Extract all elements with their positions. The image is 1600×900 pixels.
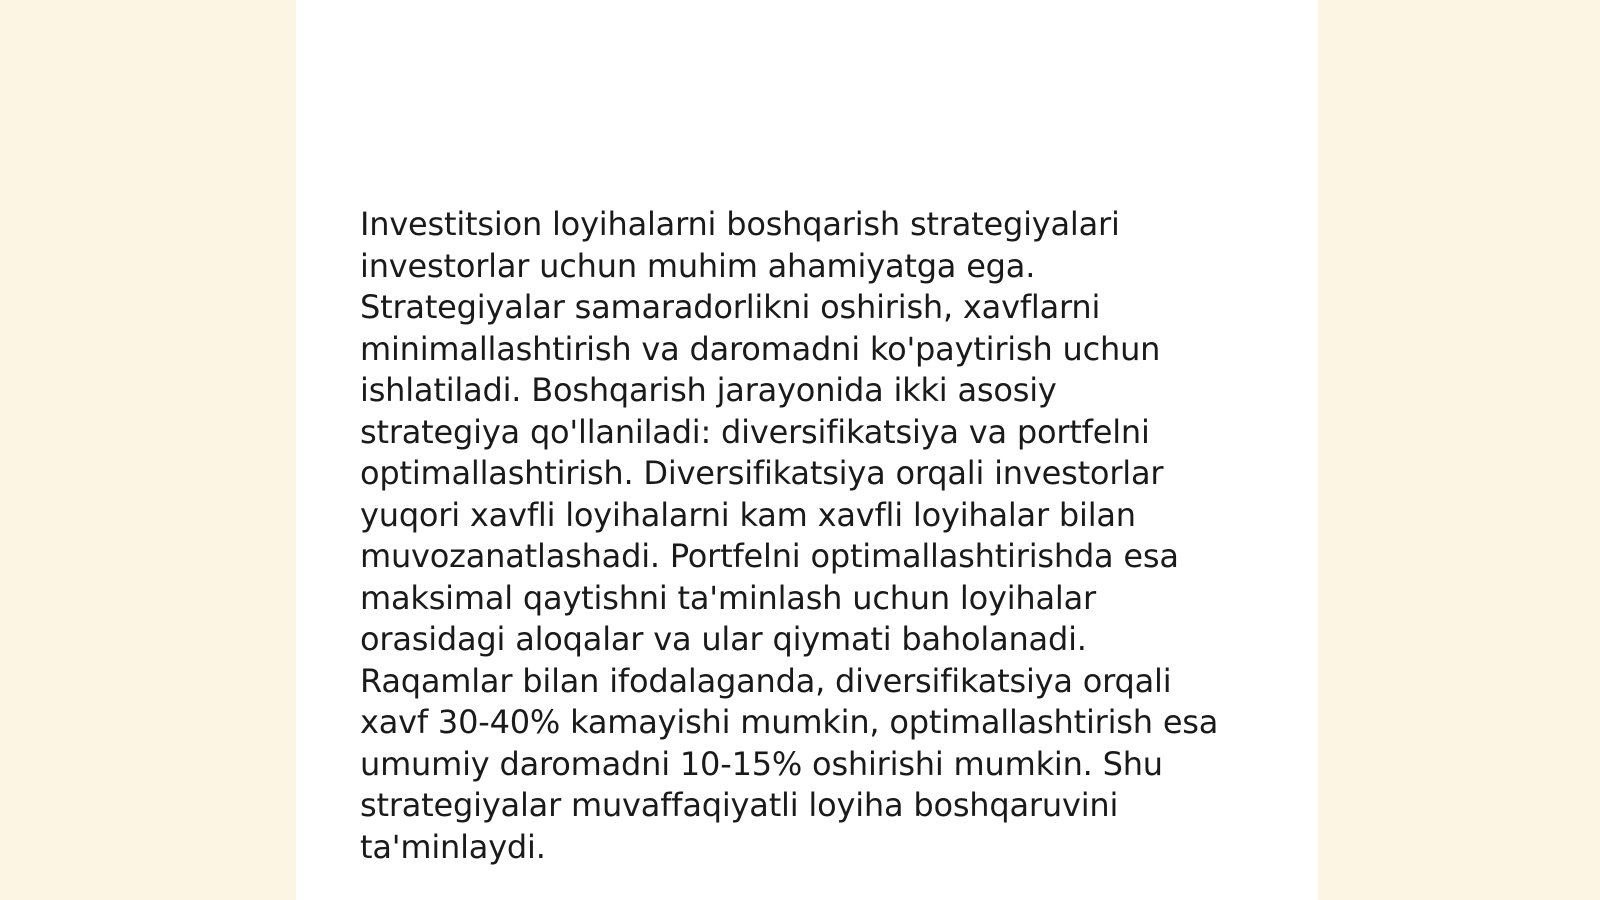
paragraph-line: Raqamlar bilan ifodalaganda, diversifikatsiya orqali <box>360 661 1172 700</box>
paragraph-line: xavf 30-40% kamayishi mumkin, optimallashtirish esa <box>360 703 1219 741</box>
paragraph-line: yuqori xavfli loyihalarni kam xavfli loyihalar bilan <box>360 495 1136 534</box>
body-paragraph <box>360 204 1240 868</box>
paragraph-line: investorlar uchun muhim ahamiyatga ega. <box>360 246 1036 285</box>
paragraph-line: Strategiyalar samaradorlikni oshirish, xavflarni <box>360 288 1101 326</box>
paragraph-line: muvozanatlashadi. Portfelni optimallashtirishda esa <box>360 537 1179 575</box>
paragraph-line: minimallashtirish va daromadni ko'paytirish uchun <box>360 329 1161 368</box>
document-page <box>296 0 1318 900</box>
paragraph-line: orasidagi aloqalar va ular qiymati baholanadi. <box>360 620 1087 658</box>
paragraph-line: ta'minlaydi. <box>360 827 546 866</box>
paragraph-line: strategiya qo'llaniladi: diversifikatsiya va portfelni <box>360 412 1150 451</box>
paragraph-line: umumiy daromadni 10-15% oshirishi mumkin. Shu <box>360 744 1163 783</box>
paragraph-line: ishlatiladi. Boshqarish jarayonida ikki asosiy <box>360 371 1057 409</box>
paragraph-line: Investitsion loyihalarni boshqarish strategiyalari <box>360 205 1120 243</box>
paragraph-line: maksimal qaytishni ta'minlash uchun loyihalar <box>360 578 1096 617</box>
paragraph-line: optimallashtirish. Diversifikatsiya orqali investorlar <box>360 454 1164 492</box>
paragraph-line: strategiyalar muvaffaqiyatli loyiha boshqaruvini <box>360 786 1119 824</box>
